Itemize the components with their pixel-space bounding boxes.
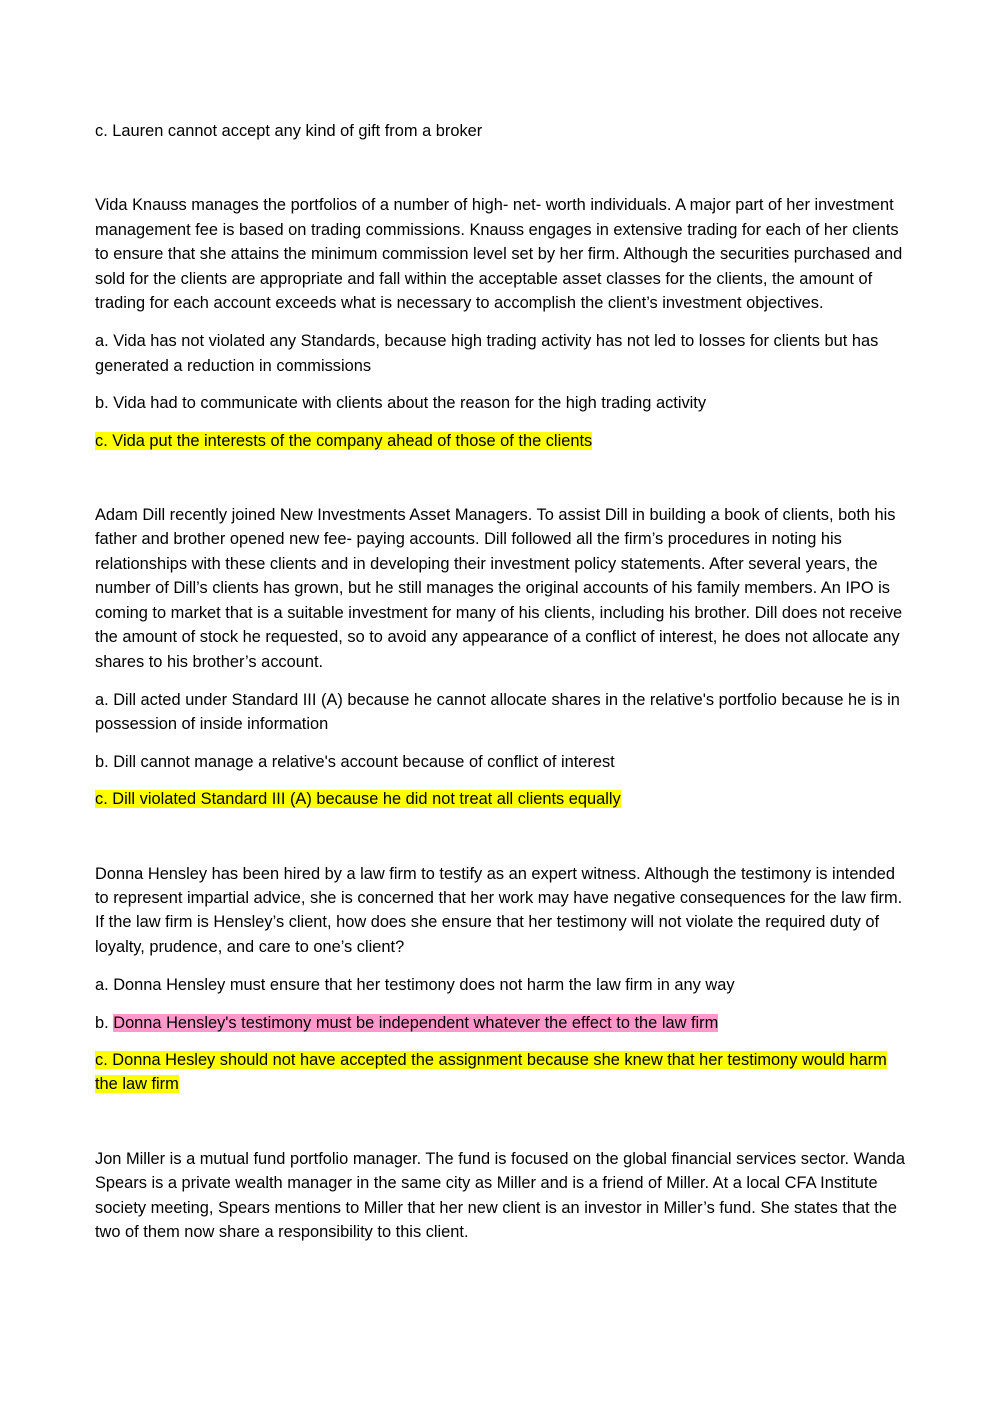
document-page <box>95 119 907 1244</box>
highlighted-answer: c. Donna Hesley should not have accepted the assignment because she knew that her testimony would harm the law firm <box>95 1050 887 1094</box>
answer-option-dill-a: a. Dill acted under Standard III (A) because he cannot allocate shares in the relative's portfolio because he is in possession of inside information <box>95 690 900 734</box>
question-stem-dill: Adam Dill recently joined New Investments Asset Managers. To assist Dill in building a book of clients, both his father and brother opened new fee- paying accounts. Dill followed all the firm’s procedures in noting his relationships with these clients and in developing their investment policy statements. After several years, the number of Dill’s clients has grown, but he still manages the original accounts of his family members. An IPO is coming to market that is a suitable investment for many of his clients, including his brother. Dill does not receive the amount of stock he requested, so to avoid any appearance of a conflict of interest, he does not allocate any shares to his brother’s account. <box>95 506 903 671</box>
question-stem-hensley: Donna Hensley has been hired by a law firm to testify as an expert witness. Although the testimony is intended to represent impartial advice, she is concerned that her work may have negative consequences for the law firm. If the law firm is Hensley’s client, how does she ensure that her testimony will not violate the required duty of loyalty, prudence, and care to one’s client? <box>95 864 903 956</box>
answer-option-dill-c <box>95 787 907 811</box>
question-stem-vida: Vida Knauss manages the portfolios of a number of high- net- worth individuals. A major part of her investment management fee is based on trading commissions. Knauss engages in extensive trading for each of her clients to ensure that she attains the minimum commission level set by her firm. Although the securities purchased and sold for the clients are appropriate and fall within the acceptable asset classes for the clients, the amount of trading for each account exceeds what is necessary to accomplish the client’s investment objectives. <box>95 196 903 313</box>
answer-option-hensley-a: a. Donna Hensley must ensure that her testimony does not harm the law firm in any way <box>95 976 735 995</box>
highlighted-answer-pink: Donna Hensley's testimony must be independent whatever the effect to the law firm <box>113 1013 719 1032</box>
answer-option-hensley-c <box>95 1048 907 1097</box>
question-stem-miller: Jon Miller is a mutual fund portfolio manager. The fund is focused on the global financial services sector. Wanda Spears is a private wealth manager in the same city as Miller and is a friend of Miller. At a local CFA Institute society meeting, Spears mentions to Miller that her new client is an investor in Miller’s fund. She states that the two of them now share a responsibility to this client. <box>95 1149 905 1241</box>
answer-option-lauren-c: c. Lauren cannot accept any kind of gift from a broker <box>95 122 483 140</box>
highlighted-answer: c. Dill violated Standard III (A) because he did not treat all clients equally <box>95 790 621 809</box>
answer-option-vida-b: b. Vida had to communicate with clients about the reason for the high trading activity <box>95 394 707 413</box>
highlighted-answer: c. Vida put the interests of the company ahead of those of the clients <box>95 431 593 450</box>
answer-option-dill-b: b. Dill cannot manage a relative's account because of conflict of interest <box>95 752 615 771</box>
answer-option-vida-a: a. Vida has not violated any Standards, because high trading activity has not led to losses for clients but has generated a reduction in commissions <box>95 332 879 375</box>
answer-option-hensley-b <box>95 1011 907 1035</box>
answer-option-vida-c <box>95 429 907 453</box>
option-prefix: b. <box>95 1013 114 1032</box>
